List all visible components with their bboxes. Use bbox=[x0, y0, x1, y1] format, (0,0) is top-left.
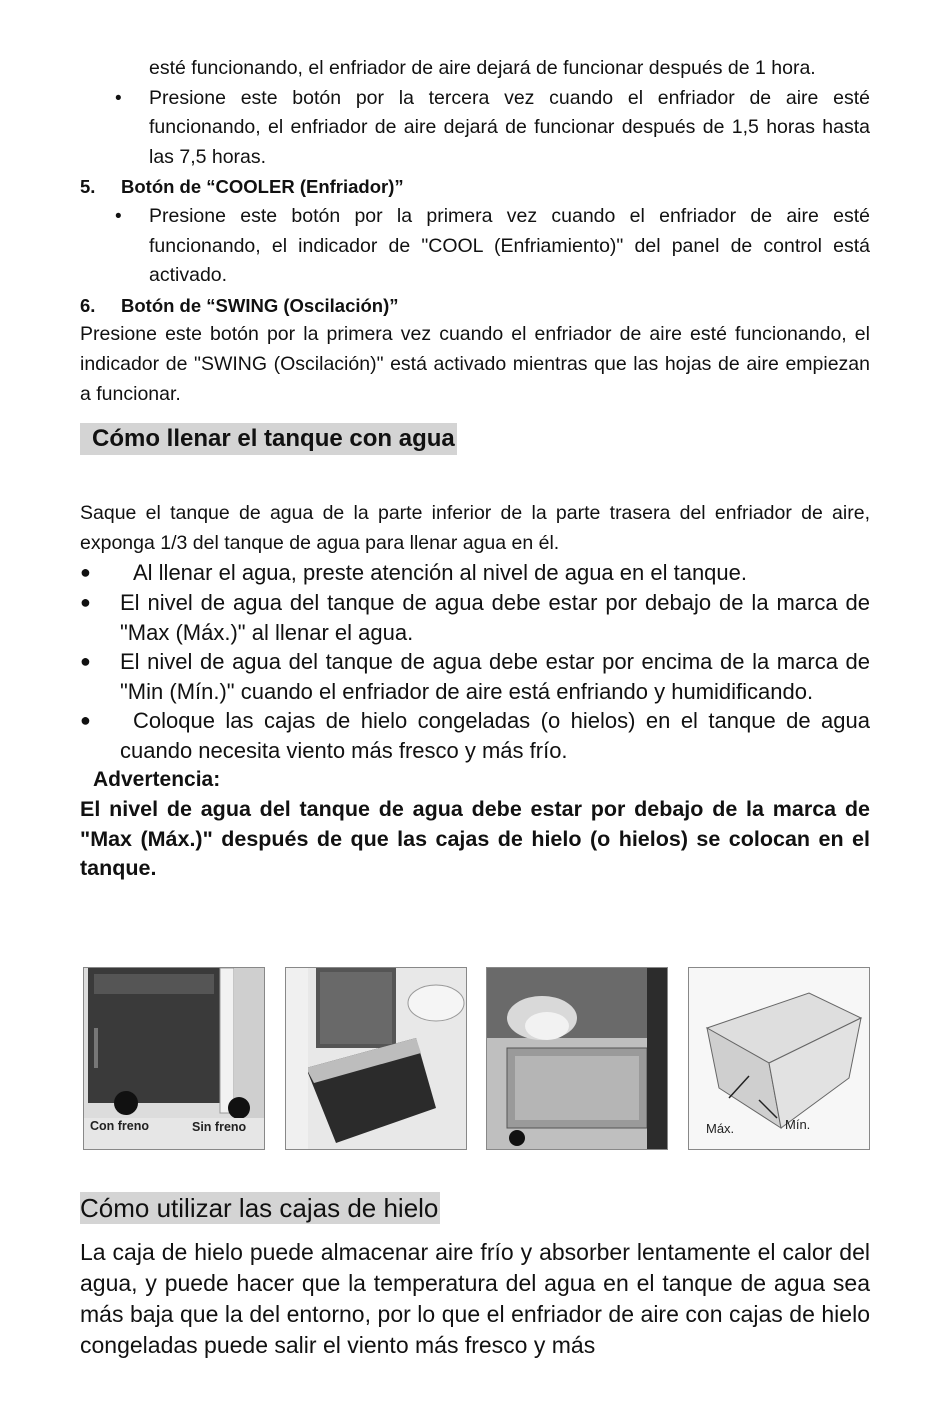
warning-text: El nivel de agua del tanque de agua debe estar por debajo de la marca de "Max (Máx.)" después de que las cajas de hielo (o hielos) se colocan en el tanque. bbox=[80, 797, 870, 881]
fill-tank-intro: Saque el tanque de agua de la parte inferior de la parte trasera del enfriador de aire, exponga 1/3 del tanque de agua para llenar agua en él. bbox=[80, 502, 870, 554]
caption-min: Mín. bbox=[785, 1117, 811, 1132]
bullet-icon: • bbox=[115, 87, 122, 109]
photo-casters bbox=[83, 967, 265, 1150]
list-item: ● Coloque las cajas de hielo congeladas (o hielos) en el tanque de agua cuando necesita viento más fresco y más frío. bbox=[80, 708, 870, 763]
item-number: 6. bbox=[80, 294, 96, 316]
warning-title: Advertencia: bbox=[93, 768, 221, 792]
photo-ice-box-in-tank bbox=[486, 967, 668, 1150]
item-number: 5. bbox=[80, 176, 96, 198]
document-page bbox=[80, 54, 870, 884]
caption-sin-freno: Sin freno bbox=[192, 1120, 247, 1134]
item-6-heading bbox=[80, 291, 870, 321]
photo-tank-levels bbox=[688, 967, 870, 1150]
bullet-dot-icon: ● bbox=[80, 591, 91, 612]
photo-pulling-tank bbox=[285, 967, 467, 1150]
item-5-heading bbox=[80, 172, 870, 202]
bullet-third-press bbox=[80, 84, 870, 173]
section-heading-ice-boxes: Cómo utilizar las cajas de hielo bbox=[80, 1193, 439, 1223]
swing-paragraph: Presione este botón por la primera vez cuando el enfriador de aire esté funcionando, el indicador de "SWING (Oscilación)" está activado mientras que las hojas de aire empiezan a funcionar. bbox=[80, 323, 870, 405]
section-heading-fill-tank: Cómo llenar el tanque con agua bbox=[80, 423, 457, 455]
caption-con-freno: Con freno bbox=[90, 1119, 150, 1133]
item-title: Botón de “COOLER (Enfriador)” bbox=[121, 176, 404, 198]
bullet-text: Presione este botón por la tercera vez cuando el enfriador de aire esté funcionando, el enfriador de aire dejará de funcionar después de 1,5 horas hasta las 7,5 horas. bbox=[149, 86, 870, 168]
bullet-cooler bbox=[80, 202, 870, 291]
list-item: ● El nivel de agua del tanque de agua debe estar por encima de la marca de "Min (Mín.)" cuando el enfriador de aire está enfriando y humidificando. bbox=[80, 649, 870, 704]
section-heading-wrap bbox=[80, 423, 870, 455]
list-item: ● El nivel de agua del tanque de agua debe estar por debajo de la marca de "Max (Máx.)" al llenar el agua. bbox=[80, 589, 870, 645]
bullet-icon: • bbox=[115, 205, 122, 227]
photo-strip bbox=[80, 967, 870, 1148]
bullet-dot-icon: ● bbox=[80, 651, 91, 672]
caption-max: Máx. bbox=[706, 1121, 735, 1136]
bullet-dot-icon: ● bbox=[80, 710, 91, 731]
bullet-text: Presione este botón por la primera vez cuando el enfriador de aire esté funcionando, el indicador de "COOL (Enfriamiento)" del panel de control está activado. bbox=[149, 204, 870, 287]
bullet-dot-icon: ● bbox=[80, 562, 91, 583]
item-title: Botón de “SWING (Oscilación)” bbox=[121, 294, 399, 316]
ice-box-section bbox=[80, 1192, 870, 1361]
ice-box-paragraph: La caja de hielo puede almacenar aire frío y absorber lentamente el calor del agua, y puede hacer que la temperatura del agua en el tanque de agua sea más baja que la del entorno, por lo que el enfriador de aire con cajas de hielo congeladas puede salir el viento más fresco y más bbox=[80, 1239, 870, 1358]
continued-text: esté funcionando, el enfriador de aire dejará de funcionar después de 1 hora. bbox=[149, 57, 816, 79]
fill-tank-bullets bbox=[80, 558, 870, 765]
list-item: ● Al llenar el agua, preste atención al nivel de agua en el tanque. bbox=[80, 558, 870, 588]
